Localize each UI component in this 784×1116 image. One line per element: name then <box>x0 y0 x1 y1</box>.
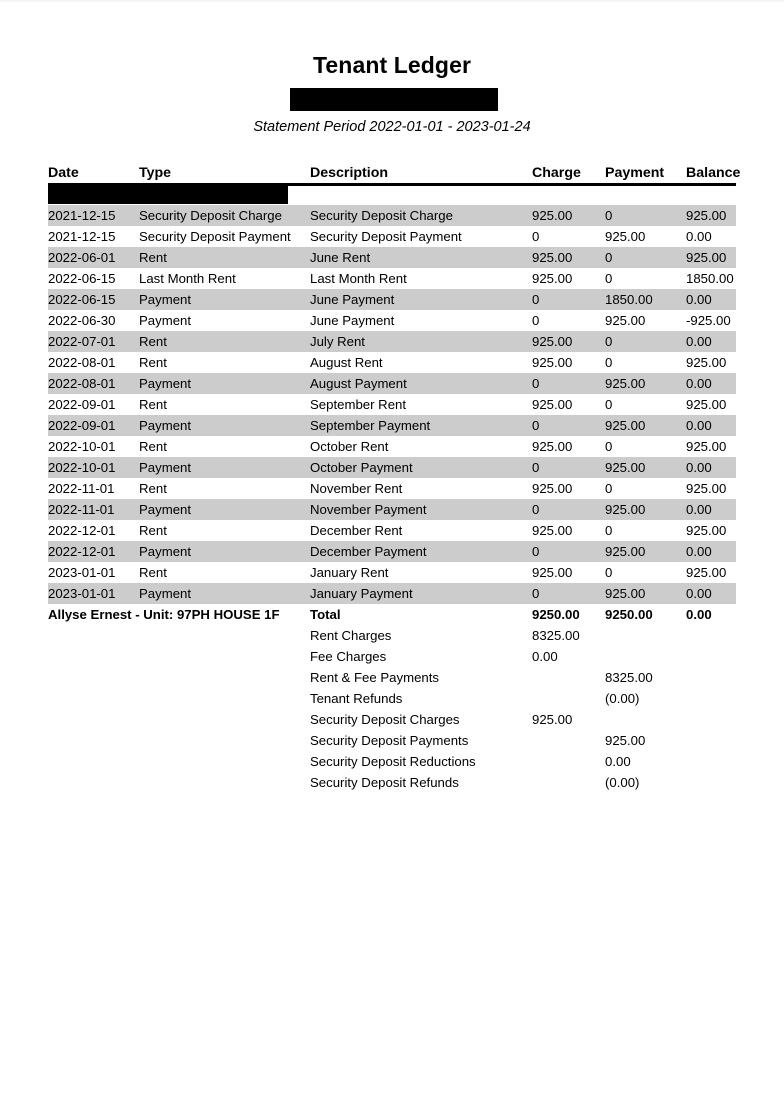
cell-type: Last Month Rent <box>139 271 236 286</box>
cell-type: Rent <box>139 565 167 580</box>
table-row <box>48 394 736 415</box>
cell-description: October Payment <box>310 460 413 475</box>
summary-label: Security Deposit Payments <box>310 733 469 748</box>
cell-balance: 925.00 <box>686 355 727 370</box>
cell-payment: 925.00 <box>605 586 646 601</box>
summary-payment-value: 925.00 <box>605 733 646 748</box>
cell-type: Security Deposit Payment <box>139 229 291 244</box>
table-row <box>48 562 736 583</box>
table-row <box>48 541 736 562</box>
cell-date: 2022-11-01 <box>48 502 115 517</box>
redacted-property-name-bar <box>290 88 498 111</box>
summary-row <box>48 772 736 793</box>
summary-row <box>48 709 736 730</box>
cell-description: August Rent <box>310 355 383 370</box>
summary-row <box>48 688 736 709</box>
cell-description: November Payment <box>310 502 427 517</box>
cell-date: 2022-09-01 <box>48 418 116 433</box>
summary-charge-value: 8325.00 <box>532 628 580 643</box>
cell-description: August Payment <box>310 376 407 391</box>
total-charge-value: 9250.00 <box>532 607 580 622</box>
table-body <box>48 205 736 604</box>
summary-row <box>48 667 736 688</box>
cell-payment: 0 <box>605 481 613 496</box>
table-row <box>48 436 736 457</box>
cell-date: 2022-06-15 <box>48 292 116 307</box>
cell-description: September Rent <box>310 397 407 412</box>
summary-charge-value: 0.00 <box>532 649 558 664</box>
table-row <box>48 226 736 247</box>
cell-charge: 0 <box>532 460 540 475</box>
cell-balance: 925.00 <box>686 439 727 454</box>
cell-charge: 0 <box>532 586 540 601</box>
cell-date: 2022-10-01 <box>48 460 116 475</box>
cell-charge: 0 <box>532 313 540 328</box>
column-header-type: Type <box>139 165 172 181</box>
cell-date: 2022-10-01 <box>48 439 116 454</box>
cell-type: Payment <box>139 460 192 475</box>
cell-payment: 0 <box>605 208 613 223</box>
summary-label: Rent Charges <box>310 628 392 643</box>
summary-label: Rent & Fee Payments <box>310 670 440 685</box>
cell-balance: 0.00 <box>686 418 712 433</box>
summary-payment-value: (0.00) <box>605 691 640 706</box>
summary-row <box>48 751 736 772</box>
cell-description: Security Deposit Payment <box>310 229 462 244</box>
cell-payment: 925.00 <box>605 460 646 475</box>
summary-label: Security Deposit Refunds <box>310 775 459 790</box>
cell-type: Rent <box>139 439 167 454</box>
summary-charge-value: 925.00 <box>532 712 573 727</box>
table-row <box>48 478 736 499</box>
table-row <box>48 268 736 289</box>
cell-payment: 0 <box>605 355 613 370</box>
cell-charge: 0 <box>532 544 540 559</box>
table-row <box>48 331 736 352</box>
table-row <box>48 352 736 373</box>
total-balance-value: 0.00 <box>686 607 712 622</box>
cell-charge: 0 <box>532 502 540 517</box>
table-row <box>48 583 736 604</box>
cell-description: Security Deposit Charge <box>310 208 453 223</box>
summary-label: Tenant Refunds <box>310 691 403 706</box>
table-row <box>48 205 736 226</box>
cell-charge: 925.00 <box>532 208 573 223</box>
cell-balance: 0.00 <box>686 586 712 601</box>
cell-date: 2021-12-15 <box>48 229 116 244</box>
cell-type: Payment <box>139 376 192 391</box>
table-row <box>48 457 736 478</box>
cell-date: 2022-06-15 <box>48 271 116 286</box>
table-row <box>48 247 736 268</box>
ledger-table <box>48 163 741 793</box>
cell-balance: 0.00 <box>686 334 712 349</box>
cell-description: December Rent <box>310 523 403 538</box>
cell-payment: 925.00 <box>605 229 646 244</box>
total-payment-value: 9250.00 <box>605 607 653 622</box>
cell-description: June Rent <box>310 250 371 265</box>
column-header-payment: Payment <box>605 165 665 181</box>
cell-type: Rent <box>139 481 167 496</box>
cell-charge: 0 <box>532 229 540 244</box>
cell-type: Payment <box>139 418 192 433</box>
cell-date: 2022-08-01 <box>48 376 116 391</box>
table-row <box>48 373 736 394</box>
cell-description: January Rent <box>310 565 389 580</box>
cell-payment: 1850.00 <box>605 292 653 307</box>
cell-type: Rent <box>139 355 167 370</box>
cell-charge: 0 <box>532 418 540 433</box>
cell-type: Payment <box>139 586 192 601</box>
summary-section <box>48 625 736 793</box>
cell-balance: 925.00 <box>686 397 727 412</box>
cell-charge: 925.00 <box>532 271 573 286</box>
cell-type: Payment <box>139 502 192 517</box>
cell-balance: 0.00 <box>686 229 712 244</box>
cell-description: September Payment <box>310 418 431 433</box>
page-title: Tenant Ledger <box>312 52 472 78</box>
cell-charge: 925.00 <box>532 250 573 265</box>
cell-date: 2022-12-01 <box>48 544 116 559</box>
cell-balance: 925.00 <box>686 565 727 580</box>
summary-row <box>48 625 736 646</box>
cell-payment: 0 <box>605 397 613 412</box>
cell-type: Rent <box>139 397 167 412</box>
cell-balance: 925.00 <box>686 250 727 265</box>
cell-payment: 0 <box>605 523 613 538</box>
cell-payment: 0 <box>605 250 613 265</box>
cell-payment: 925.00 <box>605 376 646 391</box>
redacted-tenant-row <box>48 184 736 205</box>
cell-balance: -925.00 <box>686 313 731 328</box>
summary-payment-value: (0.00) <box>605 775 640 790</box>
cell-payment: 0 <box>605 439 613 454</box>
cell-balance: 925.00 <box>686 481 727 496</box>
cell-balance: 0.00 <box>686 460 712 475</box>
cell-type: Payment <box>139 313 192 328</box>
cell-description: October Rent <box>310 439 389 454</box>
cell-payment: 925.00 <box>605 313 646 328</box>
cell-charge: 925.00 <box>532 334 573 349</box>
cell-charge: 0 <box>532 292 540 307</box>
cell-type: Payment <box>139 292 192 307</box>
cell-date: 2022-11-01 <box>48 481 115 496</box>
cell-payment: 0 <box>605 565 613 580</box>
column-header-charge: Charge <box>532 165 581 181</box>
cell-description: January Payment <box>310 586 413 601</box>
cell-balance: 1850.00 <box>686 271 734 286</box>
cell-charge: 925.00 <box>532 397 573 412</box>
cell-payment: 0 <box>605 271 613 286</box>
cell-type: Rent <box>139 250 167 265</box>
table-row <box>48 289 736 310</box>
cell-balance: 925.00 <box>686 523 727 538</box>
column-header-description: Description <box>310 165 389 181</box>
statement-period-label: Statement Period 2022-01-01 - 2023-01-24 <box>253 119 531 135</box>
cell-balance: 0.00 <box>686 376 712 391</box>
cell-description: June Payment <box>310 292 395 307</box>
cell-description: December Payment <box>310 544 427 559</box>
cell-description: July Rent <box>310 334 365 349</box>
table-row <box>48 310 736 331</box>
cell-type: Payment <box>139 544 192 559</box>
cell-charge: 0 <box>532 376 540 391</box>
cell-date: 2023-01-01 <box>48 586 116 601</box>
cell-type: Rent <box>139 334 167 349</box>
cell-payment: 925.00 <box>605 544 646 559</box>
summary-payment-value: 8325.00 <box>605 670 653 685</box>
cell-date: 2022-09-01 <box>48 397 116 412</box>
cell-type: Rent <box>139 523 167 538</box>
cell-balance: 0.00 <box>686 544 712 559</box>
cell-charge: 925.00 <box>532 565 573 580</box>
cell-date: 2022-08-01 <box>48 355 116 370</box>
cell-payment: 925.00 <box>605 502 646 517</box>
table-row <box>48 415 736 436</box>
column-header-date: Date <box>48 165 79 181</box>
cell-date: 2022-12-01 <box>48 523 116 538</box>
table-row <box>48 520 736 541</box>
cell-date: 2022-06-30 <box>48 313 116 328</box>
summary-row <box>48 730 736 751</box>
cell-balance: 0.00 <box>686 502 712 517</box>
summary-label: Security Deposit Charges <box>310 712 460 727</box>
cell-charge: 925.00 <box>532 439 573 454</box>
table-total-row <box>48 604 736 625</box>
cell-type: Security Deposit Charge <box>139 208 282 223</box>
cell-balance: 0.00 <box>686 292 712 307</box>
table-header-row <box>48 163 741 184</box>
cell-charge: 925.00 <box>532 355 573 370</box>
total-label: Total <box>310 607 341 622</box>
cell-description: Last Month Rent <box>310 271 407 286</box>
cell-balance: 925.00 <box>686 208 727 223</box>
cell-payment: 0 <box>605 334 613 349</box>
cell-payment: 925.00 <box>605 418 646 433</box>
column-header-balance: Balance <box>686 165 741 181</box>
tenant-unit-label: Allyse Ernest - Unit: 97PH HOUSE 1F <box>48 607 280 622</box>
table-row <box>48 499 736 520</box>
cell-charge: 925.00 <box>532 481 573 496</box>
cell-date: 2022-07-01 <box>48 334 116 349</box>
cell-charge: 925.00 <box>532 523 573 538</box>
summary-label: Security Deposit Reductions <box>310 754 476 769</box>
cell-description: November Rent <box>310 481 403 496</box>
summary-label: Fee Charges <box>310 649 387 664</box>
cell-date: 2023-01-01 <box>48 565 116 580</box>
cell-date: 2021-12-15 <box>48 208 116 223</box>
cell-date: 2022-06-01 <box>48 250 116 265</box>
summary-row <box>48 646 736 667</box>
page-top-edge <box>0 0 784 3</box>
summary-payment-value: 0.00 <box>605 754 631 769</box>
cell-description: June Payment <box>310 313 395 328</box>
